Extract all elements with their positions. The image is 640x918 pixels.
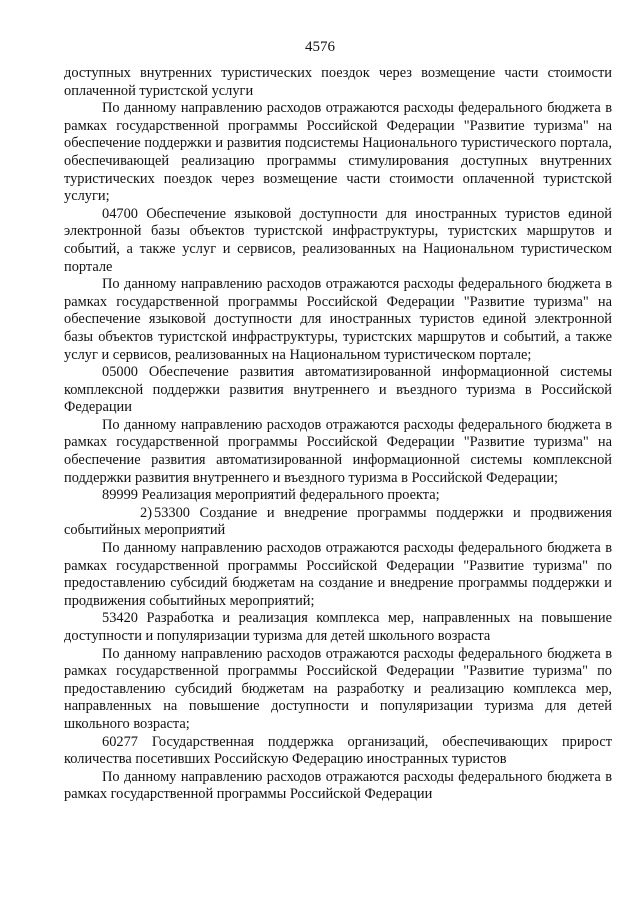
paragraph-expense-description: По данному направлению расходов отражаются расходы федерального бюджета в рамках государственной программы Российской Федерации "Развитие туризма" на обеспечение языковой доступности для иностранных туристов единой электронной базы объектов туристской инфраструктуры, туристских маршрутов и событий, а также услуг и сервисов, реализованных на Национальном туристическом портале; [64,276,612,363]
paragraph-code-53420: 53420 Разработка и реализация комплекса мер, направленных на повышение доступности и популяризации туризма для детей школьного возраста [64,610,612,644]
paragraph-code-60277: 60277 Государственная поддержка организаций, обеспечивающих прирост количества посетивших Российскую Федерацию иностранных туристов [64,733,612,768]
paragraph-code-89999: 89999 Реализация мероприятий федерального проекта; [102,487,440,504]
document-body [64,65,612,804]
paragraph-expense-description: По данному направлению расходов отражаются расходы федерального бюджета в рамках государственной программы Российской Федерации [64,768,612,803]
paragraph-code-04700: 04700 Обеспечение языковой доступности для иностранных туристов единой электронной базы объектов туристской инфраструктуры, туристских маршрутов и событий, а также услуг и сервисов, реализованных на Национальном туристическом портале [64,205,612,275]
paragraph-list-item-2 [64,505,612,540]
paragraph-expense-description: По данному направлению расходов отражаются расходы федерального бюджета в рамках государственной программы Российской Федерации "Развитие туризма" на обеспечение развития автоматизированной информационной системы комплексной поддержки развития внутреннего и въездного туризма в Российской Федерации; [64,416,612,486]
paragraph-code-05000: 05000 Обеспечение развития автоматизированной информационной системы комплексной поддержки развития внутреннего и въездного туризма в Российской Федерации [64,364,612,416]
paragraph-expense-description: По данному направлению расходов отражаются расходы федерального бюджета в рамках государственной программы Российской Федерации "Развитие туризма" на обеспечение поддержки и развития подсистемы Национального туристического портала, обеспечивающей реализацию программы стимулирования доступных внутренних туристических поездок через возмещение части стоимости оплаченной туристской услуги; [64,100,612,205]
paragraph-expense-description: По данному направлению расходов отражаются расходы федерального бюджета в рамках государственной программы Российской Федерации "Развитие туризма" по предоставлению субсидий бюджетам на разработку и реализацию комплекса мер, направленных на повышение доступности и популяризации туризма для детей школьного возраста; [64,645,612,732]
paragraph-code-53300: 53300 Создание и внедрение программы поддержки и продвижения событийных мероприятий [64,504,612,539]
list-marker: 2) [140,504,152,521]
page-number: 4576 [305,39,335,55]
paragraph-continuation: доступных внутренних туристических поездок через возмещение части стоимости оплаченной туристской услуги [64,65,612,99]
paragraph-expense-description: По данному направлению расходов отражаются расходы федерального бюджета в рамках государственной программы Российской Федерации "Развитие туризма" по предоставлению субсидий бюджетам на создание и внедрение программы поддержки и продвижения событийных мероприятий; [64,540,612,609]
